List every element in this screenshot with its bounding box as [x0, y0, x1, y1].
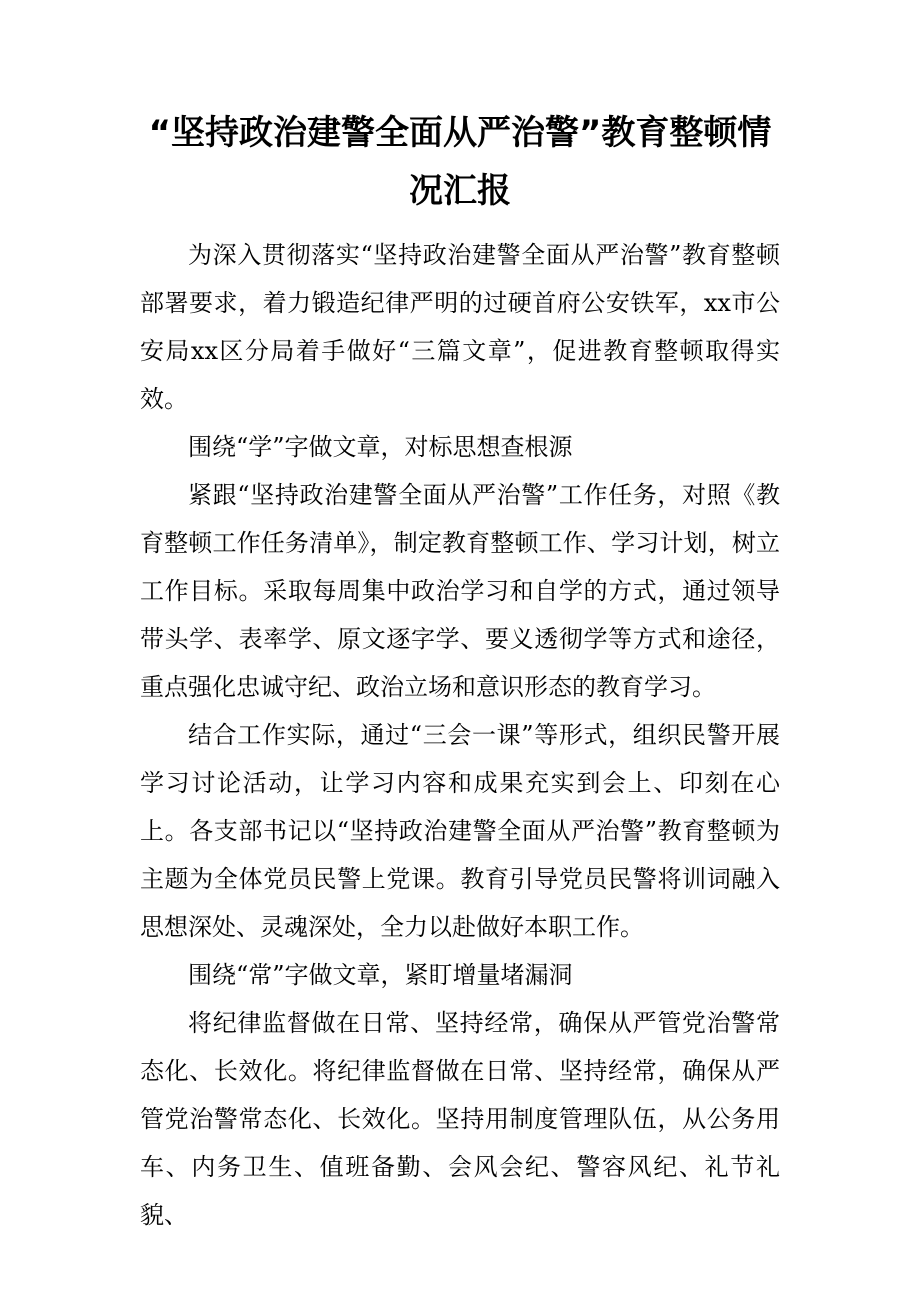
regular-paragraph-1: 将纪律监督做在日常、坚持经常，确保从严管党治警常态化、长效化。将纪律监督做在日常、坚持经常，确保从严管党治警常态化、长效化。坚持用制度管理队伍，从公务用车、内务卫生、值班备勤、会风会纪、警容风纪、礼节礼貌、 — [140, 1009, 780, 1229]
section-heading-regular: 围绕“常”字做文章，紧盯增量堵漏洞 — [188, 961, 573, 989]
study-paragraph-1: 紧跟“坚持政治建警全面从严治警”工作任务，对照《教育整顿工作任务清单》，制定教育整顿工作、学习计划，树立工作目标。采取每周集中政治学习和自学的方式，通过领导带头学、表率学、原文逐字学、要义透彻学等方式和途径，重点强化忠诚守纪、政治立场和意识形态的教育学习。 — [140, 481, 780, 701]
study-paragraph-2: 结合工作实际，通过“三会一课”等形式，组织民警开展学习讨论活动，让学习内容和成果充实到会上、印刻在心上。各支部书记以“坚持政治建警全面从严治警”教育整顿为主题为全体党员民警上党课。教育引导党员民警将训词融入思想深处、灵魂深处，全力以赴做好本职工作。 — [140, 721, 780, 941]
document-body — [140, 231, 780, 1239]
document-title: “坚持政治建警全面从严治警”教育整顿情况汇报 — [148, 113, 772, 211]
intro-paragraph: 为深入贯彻落实“坚持政治建警全面从严治警”教育整顿部署要求，着力锻造纪律严明的过硬首府公安铁军，xx市公安局xx区分局着手做好“三篇文章”，促进教育整顿取得实效。 — [140, 241, 780, 413]
section-heading-study: 围绕“学”字做文章，对标思想查根源 — [188, 433, 573, 461]
